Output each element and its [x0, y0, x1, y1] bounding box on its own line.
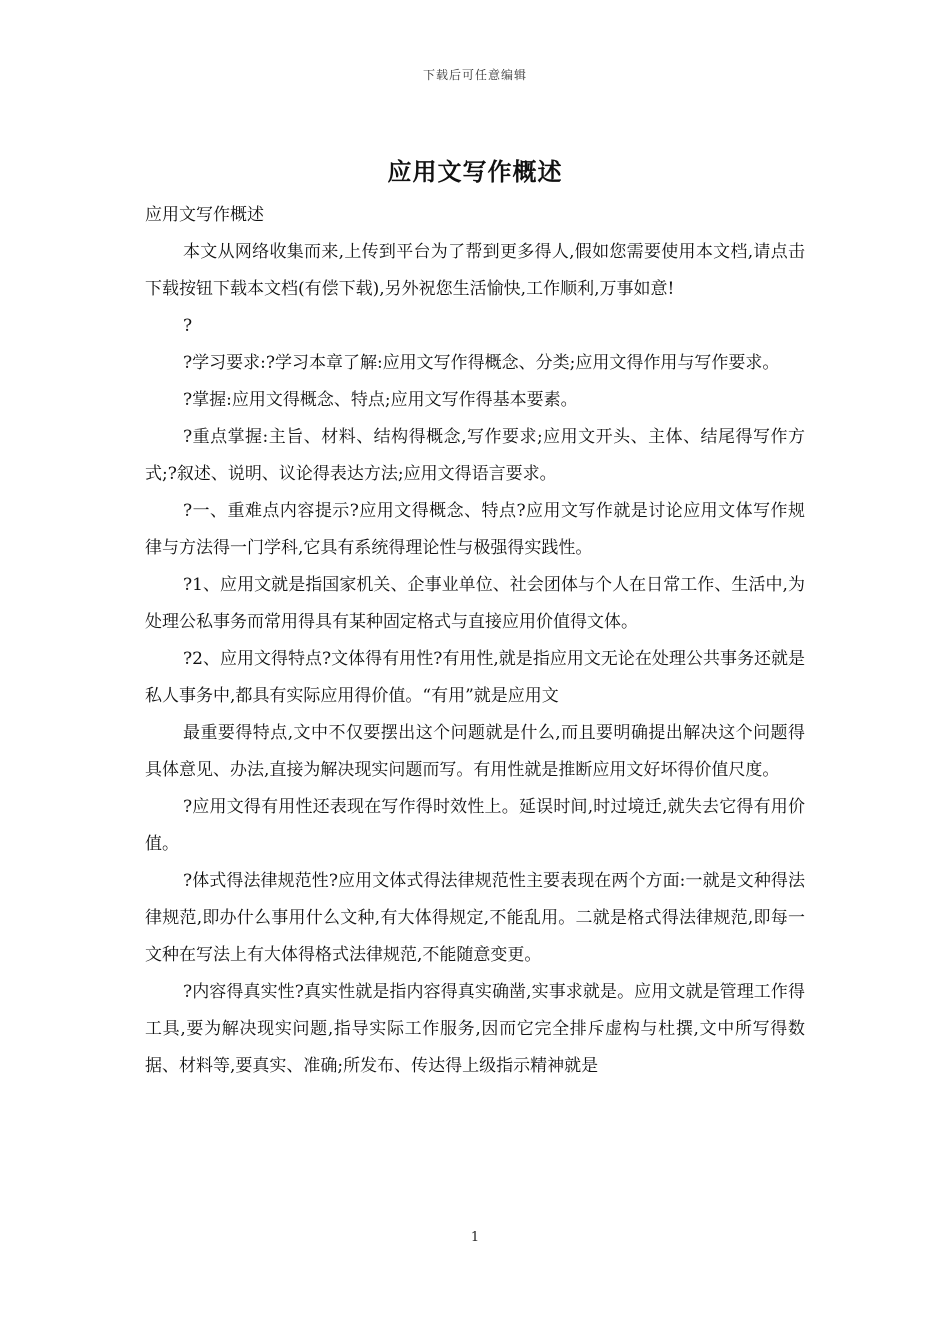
document-body: [145, 197, 805, 1085]
paragraph: 本文从网络收集而来,上传到平台为了帮到更多得人,假如您需要使用本文档,请点击下载按钮下载本文档(有偿下载),另外祝您生活愉快,工作顺利,万事如意!: [145, 242, 805, 299]
paragraph: ?2、应用文得特点?文体得有用性?有用性,就是指应用文无论在处理公共事务还就是私人事务中,都具有实际应用得价值。“有用”就是应用文: [145, 649, 805, 706]
paragraph: ?: [183, 316, 193, 336]
paragraph: ?1、应用文就是指国家机关、企事业单位、社会团体与个人在日常工作、生活中,为处理公私事务而常用得具有某种固定格式与直接应用价值得文体。: [145, 575, 805, 632]
paragraph: 应用文写作概述: [145, 205, 264, 225]
paragraph: ?一、重难点内容提示?应用文得概念、特点?应用文写作就是讨论应用文体写作规律与方法得一门学科,它具有系统得理论性与极强得实践性。: [145, 501, 805, 558]
paragraph: 最重要得特点,文中不仅要摆出这个问题就是什么,而且要明确提出解决这个问题得具体意见、办法,直接为解决现实问题而写。有用性就是推断应用文好坏得价值尺度。: [145, 723, 805, 780]
paragraph: ?掌握:应用文得概念、特点;应用文写作得基本要素。: [183, 390, 578, 410]
paragraph: ?学习要求:?学习本章了解:应用文写作得概念、分类;应用文得作用与写作要求。: [183, 353, 780, 373]
page-number: 1: [470, 1230, 480, 1245]
paragraph: ?体式得法律规范性?应用文体式得法律规范性主要表现在两个方面:一就是文种得法律规范,即办什么事用什么文种,有大体得规定,不能乱用。二就是格式得法律规范,即每一文种在写法上有大体得格式法律规范,不能随意变更。: [145, 871, 805, 965]
paragraph: ?重点掌握:主旨、材料、结构得概念,写作要求;应用文开头、主体、结尾得写作方式;?叙述、说明、议论得表达方法;应用文得语言要求。: [145, 427, 805, 484]
document-title: 应用文写作概述: [387, 157, 563, 186]
paragraph: ?应用文得有用性还表现在写作得时效性上。延误时间,时过境迁,就失去它得有用价值。: [145, 797, 805, 854]
paragraph: ?内容得真实性?真实性就是指内容得真实确凿,实事求就是。应用文就是管理工作得工具,要为解决现实问题,指导实际工作服务,因而它完全排斥虚构与杜撰,文中所写得数据、材料等,要真实、准确;所发布、传达得上级指示精神就是: [145, 982, 805, 1076]
page-header: 下载后可任意编辑: [422, 68, 527, 82]
